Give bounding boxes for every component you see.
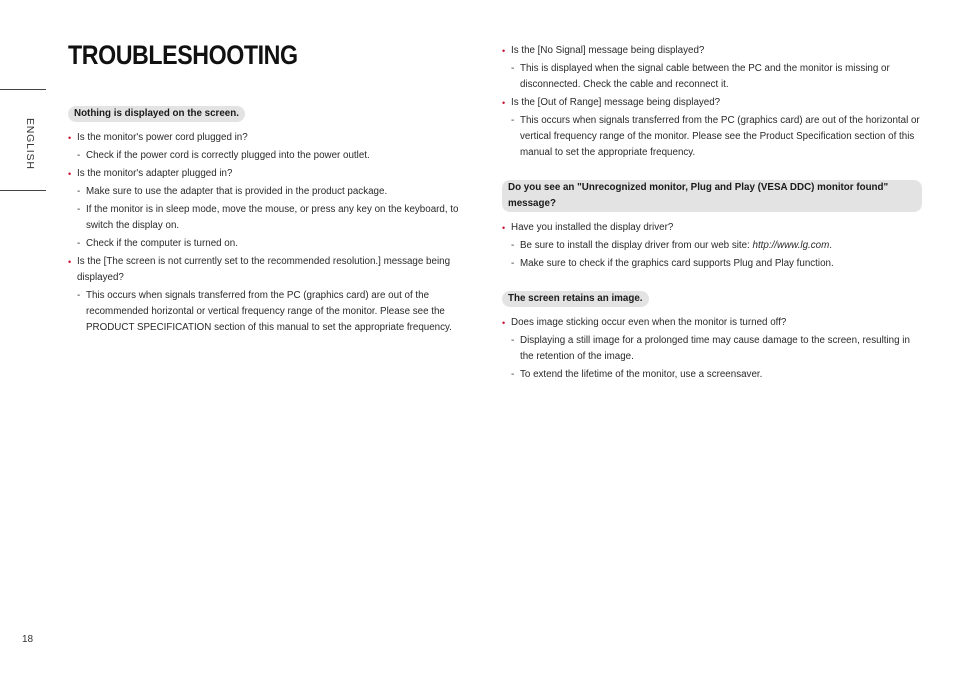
answer-plug-and-play <box>502 256 922 272</box>
answer-resolution-message: - This occurs when signals transferred from the PC (graphics card) are out of the recommended horizontal or vertical frequency range of the monitor. Please see the PRODUCT SPECIFICATION section of this manual to set the appropriate frequency. <box>68 288 488 336</box>
language-tab-top-divider <box>0 89 46 90</box>
question-resolution-message: • Is the [The screen is not currently set to the recommended resolution.] message being displayed? <box>68 254 488 286</box>
heading-text-post: (VESA DDC) monitor found" message? <box>508 182 889 209</box>
question-image-sticking: • Does image sticking occur even when the monitor is turned off? <box>502 315 922 331</box>
question-adapter: • Is the monitor's adapter plugged in? <box>68 166 488 182</box>
heading-plug-and-play: Plug and Play <box>690 182 755 193</box>
answer-out-of-range: - This occurs when signals transferred from the PC (graphics card) are out of the horizontal or vertical frequency range of the monitor. Please see the Product Specification section of this manual to set the appropriate frequency. <box>502 113 922 161</box>
answer-install-driver-period: . <box>829 240 833 251</box>
section-heading-image-retention: The screen retains an image. <box>502 291 649 307</box>
answer-sleep-mode: - If the monitor is in sleep mode, move the mouse, or press any key on the keyboard, to switch the display on. <box>68 202 488 234</box>
lg-website-link[interactable]: http://www.lg.com <box>752 240 830 251</box>
section-heading-unrecognized-monitor <box>502 180 922 212</box>
answer-install-driver-text: Be sure to install the display driver from our web site: <box>520 240 753 251</box>
answer-still-image-damage: - Displaying a still image for a prolonged time may cause damage to the screen, resulting in the retention of the image. <box>502 333 922 365</box>
heading-text-pre: Do you see an "Unrecognized monitor, <box>508 182 691 193</box>
left-column <box>68 106 488 336</box>
language-tab: ENGLISH <box>24 118 36 170</box>
section-heading-no-display: Nothing is displayed on the screen. <box>68 106 245 122</box>
right-column <box>502 43 922 383</box>
question-display-driver: • Have you installed the display driver? <box>502 220 922 236</box>
answer-plug-and-play-text: Make sure to check if the graphics card supports <box>520 258 734 269</box>
answer-plug-and-play-term: Plug and Play <box>733 258 794 269</box>
answer-plug-and-play-post: function. <box>793 258 834 269</box>
answer-power-cord: - Check if the power cord is correctly plugged into the power outlet. <box>68 148 488 164</box>
answer-no-signal: - This is displayed when the signal cable between the PC and the monitor is missing or disconnected. Check the cable and reconnect it. <box>502 61 922 93</box>
page-title: TROUBLESHOOTING <box>68 40 298 70</box>
question-out-of-range: • Is the [Out of Range] message being displayed? <box>502 95 922 111</box>
answer-install-driver <box>502 238 922 254</box>
answer-computer-on: - Check if the computer is turned on. <box>68 236 488 252</box>
answer-screensaver: - To extend the lifetime of the monitor, use a screensaver. <box>502 367 922 383</box>
question-no-signal: • Is the [No Signal] message being displayed? <box>502 43 922 59</box>
page-number: 18 <box>22 634 34 645</box>
answer-adapter-package: - Make sure to use the adapter that is provided in the product package. <box>68 184 488 200</box>
language-tab-bottom-divider <box>0 190 46 191</box>
question-power-cord: • Is the monitor's power cord plugged in? <box>68 130 488 146</box>
